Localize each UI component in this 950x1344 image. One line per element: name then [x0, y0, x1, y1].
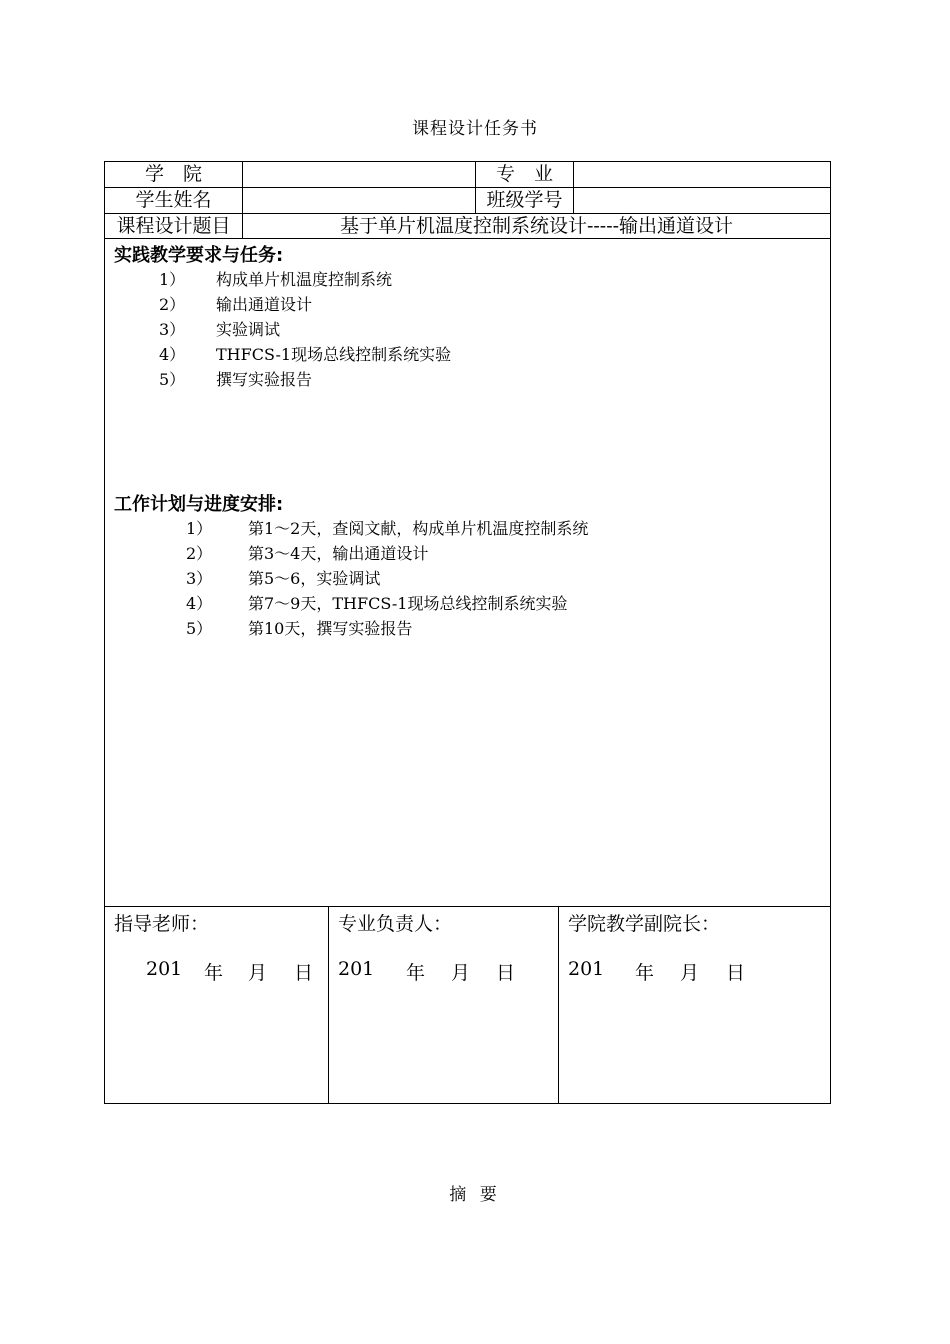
topic-value: 基于单片机温度控制系统设计-----输出通道设计: [339, 215, 734, 237]
task-form-table: [104, 161, 831, 1104]
student-name-label: 学生姓名: [135, 189, 212, 211]
signature-month: 月: [680, 962, 700, 984]
signature-year: 201: [568, 958, 605, 980]
list-item: 第10天，撰写实验报告: [248, 619, 413, 638]
list-item: 构成单片机温度控制系统: [216, 270, 393, 289]
signature-month: 月: [248, 962, 268, 984]
topic-label: 课程设计题目: [116, 215, 231, 237]
signature-day: 日: [294, 962, 314, 984]
list-item-number: 5）: [186, 619, 213, 638]
list-item-number: 1）: [186, 519, 213, 538]
row-divider: [105, 906, 830, 907]
col-divider: [558, 906, 559, 1103]
list-item: 实验调试: [216, 320, 281, 339]
col-divider: [328, 906, 329, 1103]
list-item-number: 1）: [159, 270, 186, 289]
major-label: 专 业: [495, 163, 553, 185]
list-item: 撰写实验报告: [216, 370, 313, 389]
signature-year-suffix: 年: [406, 962, 426, 984]
list-item: 第3～4天，输出通道设计: [248, 544, 429, 563]
list-item: 第7～9天，THFCS-1现场总线控制系统实验: [248, 594, 568, 613]
signature-year: 201: [338, 958, 375, 980]
list-item-number: 2）: [186, 544, 213, 563]
signature-role: 学院教学副院长：: [568, 913, 721, 935]
signature-day: 日: [726, 962, 746, 984]
document-title: 课程设计任务书: [412, 119, 538, 139]
college-label: 学 院: [144, 163, 202, 185]
list-item-number: 2）: [159, 295, 186, 314]
list-item-number: 3）: [159, 320, 186, 339]
signature-day: 日: [496, 962, 516, 984]
list-item-number: 4）: [186, 594, 213, 613]
plan-heading: 工作计划与进度安排:: [114, 494, 284, 515]
signature-year: 201: [146, 958, 183, 980]
class-id-label: 班级学号: [486, 189, 563, 211]
signature-role: 专业负责人：: [338, 913, 453, 935]
list-item-number: 4）: [159, 345, 186, 364]
list-item: 第5～6，实验调试: [248, 569, 381, 588]
col-divider: [573, 162, 574, 213]
signature-year-suffix: 年: [635, 962, 655, 984]
list-item-number: 5）: [159, 370, 186, 389]
signature-year-suffix: 年: [204, 962, 224, 984]
signature-role: 指导老师：: [114, 913, 210, 935]
list-item-number: 3）: [186, 569, 213, 588]
list-item: THFCS-1现场总线控制系统实验: [216, 345, 452, 364]
abstract-heading: 摘 要: [449, 1185, 501, 1205]
requirements-heading: 实践教学要求与任务:: [114, 245, 284, 266]
list-item: 输出通道设计: [216, 295, 313, 314]
signature-month: 月: [451, 962, 471, 984]
list-item: 第1～2天，查阅文献，构成单片机温度控制系统: [248, 519, 589, 538]
